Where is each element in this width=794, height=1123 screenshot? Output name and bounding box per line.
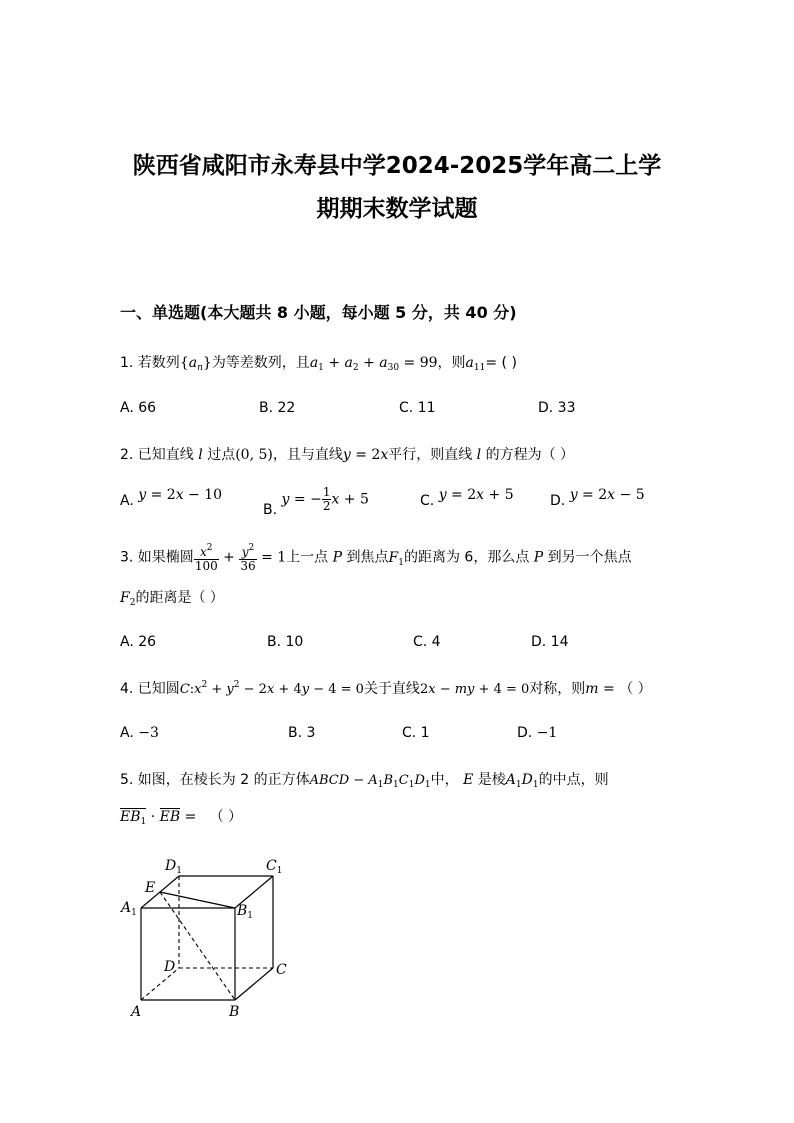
- document-title-line-1: 陕西省咸阳市永寿县中学2024-2025学年高二上学: [132, 153, 662, 179]
- math-circle: $C:x^2 + y^2 - 2x + 4y - 4 = 0$: [179, 680, 364, 697]
- label-e: E: [145, 880, 156, 896]
- label-b1: $B_1$: [237, 903, 254, 921]
- math-line-l: l: [193, 447, 208, 463]
- q2-option-c: C. y = 2x + 5: [420, 487, 514, 509]
- math-point: (0, 5): [235, 447, 273, 463]
- q1-option-d: D. 33: [538, 400, 576, 416]
- label-c1: $C_1$: [266, 858, 283, 876]
- label-d: D: [164, 959, 176, 975]
- question-4: 4. 已知圆$C:x^2 + y^2 - 2x + 4y - 4 = 0$关于直线2x − my + 4 = 0对称，则m = （ ）: [120, 680, 652, 697]
- q2-option-a: A. y = 2x − 10: [120, 487, 223, 509]
- label-c: C: [276, 962, 287, 978]
- q1-option-b: B. 22: [259, 400, 296, 416]
- q4-option-a: A. −3: [120, 725, 159, 741]
- math-line-y2x: y = 2x: [342, 447, 389, 463]
- q4-option-d: D. −1: [517, 725, 558, 741]
- label-d1: $D_1$: [165, 858, 182, 876]
- question-3: 3. 如果椭圆 $\frac{x^2}{100}$ + $\frac{y^2}{36}$ = 1上一点 P 到焦点$F_1$的距离为 6，那么点 P 到另一个焦点: [120, 543, 632, 573]
- math-cube: ABCD − $A_1B_1C_1D_1$: [309, 773, 431, 790]
- math-dot-product: $EB_1$ · EB =: [120, 809, 201, 827]
- document-title-line-2: 期期末数学试题: [316, 196, 478, 222]
- math-ellipse-y: $\frac{y^2}{36}$: [240, 543, 256, 573]
- question-5-cont: $EB_1$ · EB = （ ）: [120, 809, 243, 827]
- math-ellipse-x: $\frac{x^2}{100}$: [194, 543, 218, 573]
- section-heading: 一、单选题(本大题共 8 小题，每小题 5 分，共 40 分): [120, 303, 517, 322]
- q1-option-c: C. 11: [399, 400, 436, 416]
- q3-option-a: A. 26: [120, 634, 157, 650]
- q3-option-b: B. 10: [267, 634, 304, 650]
- label-a: A: [131, 1004, 142, 1020]
- segment-e-b1: [160, 892, 235, 908]
- label-b: B: [229, 1004, 240, 1020]
- question-1: 1. 若数列$\{a_n\}$为等差数列，且$a_1 + a_2 + a_{30} = 99$，则$a_{11}=$ ( ): [120, 355, 517, 373]
- question-3-cont: $F_2$的距离是（ ）: [120, 590, 224, 608]
- q2-option-d: D. y = 2x − 5: [550, 487, 645, 509]
- question-5: 5. 如图，在棱长为 2 的正方体ABCD − $A_1B_1C_1D_1$中， E 是棱$A_1D_1$的中点，则: [120, 772, 609, 790]
- q3-option-c: C. 4: [413, 634, 441, 650]
- math-sum-condition: $a_1 + a_2 + a_{30} = 99$: [309, 355, 438, 373]
- cube-figure: [121, 852, 295, 1022]
- edge-b-c: [235, 968, 273, 1000]
- q4-option-c: C. 1: [402, 725, 430, 741]
- q4-option-b: B. 3: [288, 725, 316, 741]
- question-2: 2. 已知直线 l 过点(0, 5)，且与直线y = 2x平行，则直线 l 的方程为（ ）: [120, 447, 575, 463]
- q1-option-a: A. 66: [120, 400, 157, 416]
- math-a11: $a_{11}$: [465, 355, 486, 373]
- math-line-sym: 2x − my + 4 = 0: [419, 682, 530, 697]
- math-sequence: $\{a_n\}$: [179, 355, 212, 373]
- math-line-l-2: l: [472, 447, 486, 463]
- label-a1: $A_1$: [121, 900, 137, 918]
- q3-option-d: D. 14: [531, 634, 569, 650]
- q2-option-b: B. y = − $\frac{1}{2}$ x + 5: [263, 485, 369, 518]
